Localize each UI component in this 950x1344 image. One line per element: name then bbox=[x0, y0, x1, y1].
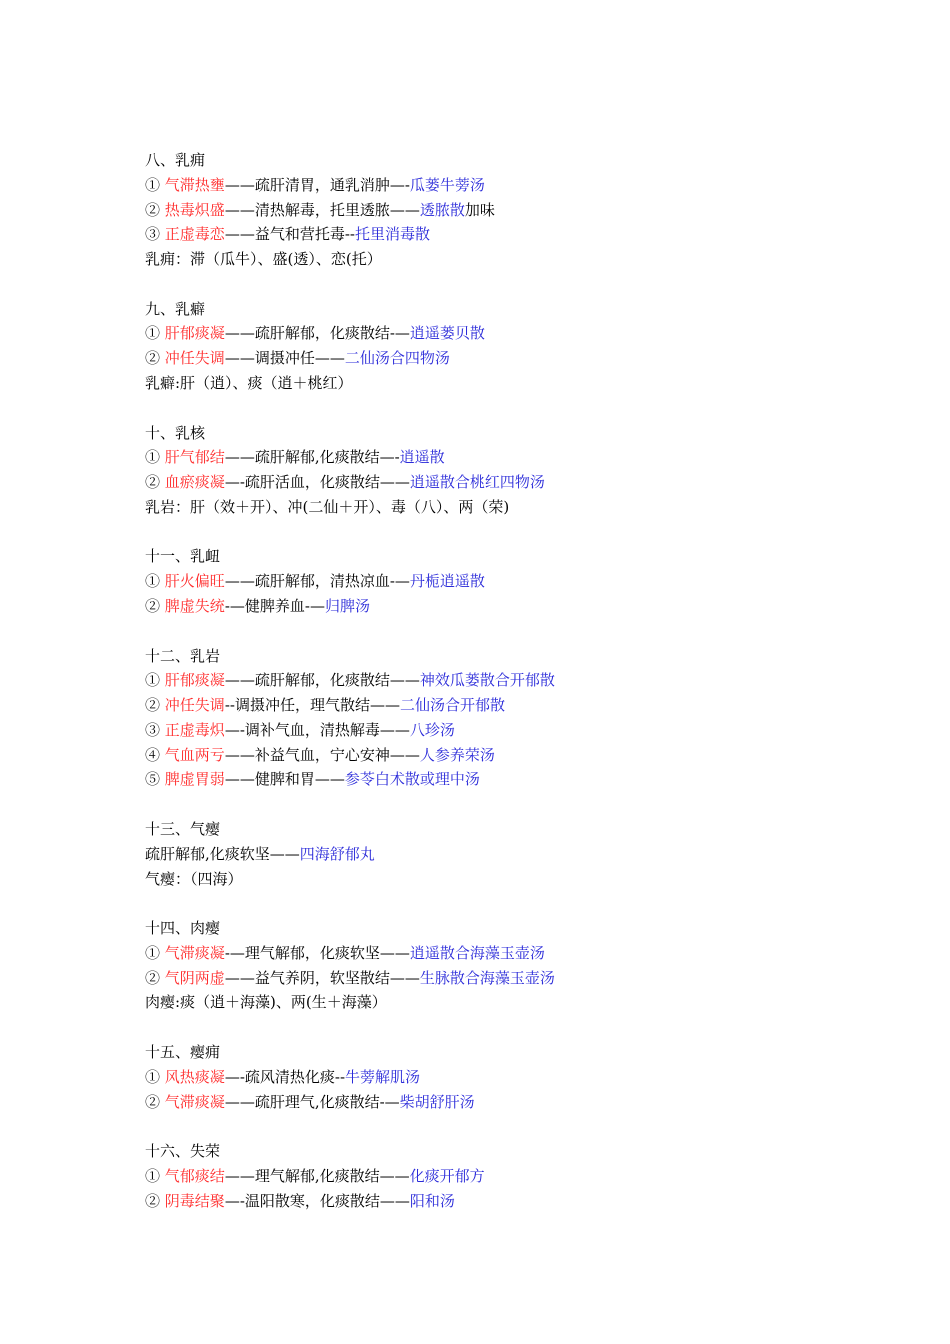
text-segment: -—理气解郁，化痰软坚—— bbox=[224, 943, 410, 962]
formula-name: 托里消毒散 bbox=[354, 225, 430, 244]
syndrome-name: 正虚毒炽 bbox=[164, 720, 225, 739]
section-heading: 十六、失荣 bbox=[145, 1142, 221, 1160]
syndrome-name: 血瘀痰凝 bbox=[164, 473, 225, 492]
section-heading: 十四、肉瘿 bbox=[145, 919, 221, 938]
entry-line bbox=[145, 693, 865, 718]
text-segment: 肉瘿:痰（逍＋海藻)、两(生＋海藻） bbox=[145, 993, 387, 1012]
syndrome-name: 风热痰凝 bbox=[164, 1067, 225, 1086]
text-segment: ③ bbox=[145, 720, 161, 739]
text-segment: 气瘿：（四海） bbox=[145, 869, 243, 888]
text-segment: ——疏肝解郁，化痰散结—— bbox=[224, 671, 420, 690]
entry-line bbox=[145, 1090, 865, 1115]
text-segment: ① bbox=[145, 1067, 161, 1086]
formula-name: 丹栀逍遥散 bbox=[409, 572, 485, 591]
formula-name: 牛蒡解肌汤 bbox=[345, 1067, 421, 1086]
entry-line bbox=[145, 1065, 865, 1090]
text-segment: 乳岩：肝（效＋开）、冲(二仙＋开）、毒（八）、两（荣) bbox=[145, 497, 510, 516]
disease-section bbox=[145, 817, 865, 891]
entry-line bbox=[145, 173, 865, 198]
text-segment: ——疏肝解郁，化痰散结-— bbox=[224, 324, 410, 343]
formula-name: 八珍汤 bbox=[409, 720, 455, 739]
syndrome-name: 肝郁痰凝 bbox=[164, 324, 225, 343]
text-segment: —-调补气血，清热解毒—— bbox=[224, 720, 410, 739]
text-segment: ① bbox=[145, 943, 161, 962]
formula-name: 逍遥散 bbox=[399, 448, 445, 467]
text-segment: ① bbox=[145, 671, 161, 690]
formula-name: 神效瓜蒌散合开郁散 bbox=[419, 671, 555, 690]
text-segment: ——调摄冲任—— bbox=[224, 349, 345, 368]
entry-line bbox=[145, 445, 865, 470]
text-segment: ① bbox=[145, 1166, 161, 1185]
text-segment: ——疏肝清胃，通乳消肿—- bbox=[224, 175, 410, 194]
entry-line bbox=[145, 842, 865, 867]
text-segment: ——理气解郁,化痰散结—— bbox=[224, 1166, 410, 1185]
text-segment: ——益气养阴，软坚散结—— bbox=[224, 968, 420, 987]
text-segment: -—健脾养血-— bbox=[224, 597, 325, 616]
syndrome-name: 脾虚失统 bbox=[164, 597, 225, 616]
entry-line bbox=[145, 594, 865, 619]
syndrome-name: 肝气郁结 bbox=[164, 448, 225, 467]
text-segment: ① bbox=[145, 324, 161, 343]
document-body bbox=[145, 148, 865, 1238]
text-segment: ——健脾和胃—— bbox=[224, 770, 345, 789]
formula-name: 二仙汤合四物汤 bbox=[344, 349, 450, 368]
entry-line bbox=[145, 668, 865, 693]
formula-name: 逍遥蒌贝散 bbox=[409, 324, 485, 343]
syndrome-name: 气滞热壅 bbox=[164, 175, 225, 194]
text-segment: ——疏肝解郁，清热凉血-— bbox=[224, 572, 410, 591]
text-segment: ② bbox=[145, 473, 161, 492]
entry-line bbox=[145, 941, 865, 966]
text-segment: --调摄冲任，理气散结—— bbox=[224, 696, 400, 715]
text-segment: ① bbox=[145, 572, 161, 591]
text-segment: 加味 bbox=[464, 200, 495, 219]
syndrome-name: 正虚毒恋 bbox=[164, 225, 225, 244]
section-heading: 十一、乳衄 bbox=[145, 547, 221, 566]
section-heading: 八、乳痈 bbox=[145, 151, 206, 169]
formula-name: 阳和汤 bbox=[409, 1191, 455, 1210]
entry-line bbox=[145, 743, 865, 768]
entry-line bbox=[145, 321, 865, 346]
text-segment: ② bbox=[145, 200, 161, 219]
entry-line bbox=[145, 222, 865, 247]
text-segment: —-疏肝活血，化痰散结—— bbox=[224, 473, 410, 492]
entry-line bbox=[145, 495, 865, 520]
text-segment: ——疏肝理气,化痰散结-— bbox=[224, 1092, 400, 1111]
text-segment: ——益气和营托毒-- bbox=[224, 225, 355, 244]
syndrome-name: 气郁痰结 bbox=[164, 1166, 225, 1185]
entry-line bbox=[145, 966, 865, 991]
text-segment: ——补益气血，宁心安神—— bbox=[224, 745, 420, 764]
text-segment: —-疏风清热化痰-- bbox=[224, 1067, 346, 1086]
formula-name: 生脉散合海藻玉壶汤 bbox=[419, 968, 555, 987]
section-heading: 十、乳核 bbox=[145, 423, 206, 442]
text-segment: ——清热解毒，托里透脓—— bbox=[224, 200, 420, 219]
formula-name: 柴胡舒肝汤 bbox=[399, 1092, 475, 1111]
formula-name: 二仙汤合开郁散 bbox=[399, 696, 505, 715]
text-segment: 疏肝解郁,化痰软坚—— bbox=[145, 844, 300, 863]
formula-name: 人参养荣汤 bbox=[419, 745, 495, 764]
text-segment: ② bbox=[145, 349, 161, 368]
section-heading: 十二、乳岩 bbox=[145, 646, 221, 665]
text-segment: ⑤ bbox=[145, 770, 161, 789]
formula-name: 瓜蒌牛蒡汤 bbox=[409, 175, 485, 194]
entry-line bbox=[145, 867, 865, 892]
entry-line bbox=[145, 371, 865, 396]
syndrome-name: 肝火偏旺 bbox=[164, 572, 225, 591]
formula-name: 逍遥散合桃红四物汤 bbox=[409, 473, 545, 492]
formula-name: 透脓散 bbox=[419, 200, 465, 219]
syndrome-name: 冲任失调 bbox=[164, 696, 225, 715]
disease-section bbox=[145, 544, 865, 618]
formula-name: 逍遥散合海藻玉壶汤 bbox=[409, 943, 545, 962]
formula-name: 参苓白术散或理中汤 bbox=[344, 770, 480, 789]
syndrome-name: 热毒炽盛 bbox=[164, 200, 225, 219]
entry-line bbox=[145, 198, 865, 223]
syndrome-name: 气滞痰凝 bbox=[164, 1092, 225, 1111]
disease-section bbox=[145, 1040, 865, 1114]
syndrome-name: 肝郁痰凝 bbox=[164, 671, 225, 690]
disease-section bbox=[145, 1139, 865, 1213]
syndrome-name: 冲任失调 bbox=[164, 349, 225, 368]
text-segment: ③ bbox=[145, 225, 161, 244]
entry-line bbox=[145, 990, 865, 1015]
syndrome-name: 气滞痰凝 bbox=[164, 943, 225, 962]
section-heading: 九、乳癖 bbox=[145, 299, 206, 318]
entry-line bbox=[145, 718, 865, 743]
text-segment: ② bbox=[145, 968, 161, 987]
disease-section bbox=[145, 421, 865, 520]
entry-line bbox=[145, 346, 865, 371]
disease-section bbox=[145, 297, 865, 396]
entry-line bbox=[145, 569, 865, 594]
formula-name: 四海舒郁丸 bbox=[299, 844, 375, 863]
syndrome-name: 脾虚胃弱 bbox=[164, 770, 225, 789]
formula-name: 化痰开郁方 bbox=[409, 1166, 485, 1185]
text-segment: ④ bbox=[145, 745, 161, 764]
text-segment: ② bbox=[145, 597, 161, 616]
disease-section bbox=[145, 148, 865, 272]
formula-name: 归脾汤 bbox=[324, 597, 370, 616]
text-segment: ② bbox=[145, 1191, 161, 1210]
text-segment: ——疏肝解郁,化痰散结—- bbox=[224, 448, 400, 467]
text-segment: —-温阳散寒，化痰散结—— bbox=[224, 1191, 410, 1210]
text-segment: 乳癖:肝（逍）、痰（逍＋桃红） bbox=[145, 374, 353, 393]
entry-line bbox=[145, 767, 865, 792]
entry-line bbox=[145, 470, 865, 495]
entry-line bbox=[145, 1164, 865, 1189]
entry-line bbox=[145, 1189, 865, 1214]
section-heading: 十三、气瘿 bbox=[145, 819, 221, 838]
section-heading: 十五、瘿痈 bbox=[145, 1042, 221, 1061]
syndrome-name: 气阴两虚 bbox=[164, 968, 225, 987]
text-segment: 乳痈：滞（瓜牛）、盛(透）、恋(托） bbox=[145, 250, 382, 269]
text-segment: ① bbox=[145, 448, 161, 467]
disease-section bbox=[145, 644, 865, 793]
disease-section bbox=[145, 916, 865, 1015]
text-segment: ② bbox=[145, 696, 161, 715]
syndrome-name: 气血两亏 bbox=[164, 745, 225, 764]
text-segment: ② bbox=[145, 1092, 161, 1111]
syndrome-name: 阴毒结聚 bbox=[164, 1191, 225, 1210]
text-segment: ① bbox=[145, 175, 161, 194]
entry-line bbox=[145, 247, 865, 272]
